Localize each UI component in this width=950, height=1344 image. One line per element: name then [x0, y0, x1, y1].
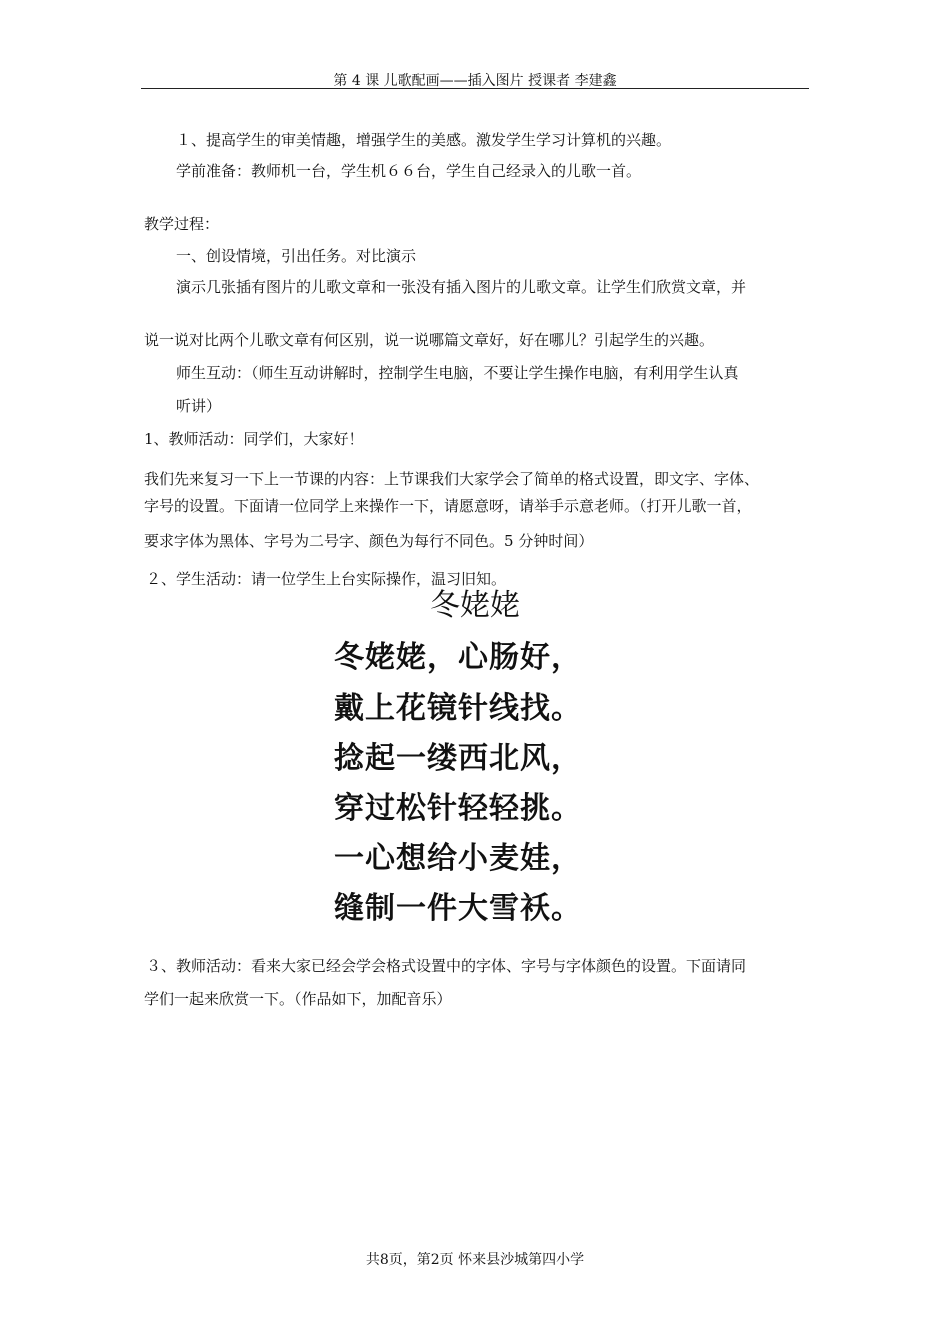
- interaction-paragraph-line-2: 听讲）: [176, 397, 222, 415]
- objective-paragraph: １、提高学生的审美情趣，增强学生的美感。激发学生学习计算机的兴趣。: [176, 131, 672, 149]
- poem-line: 捻起一缕西北风，: [334, 741, 582, 776]
- review-paragraph-line-3: 要求字体为黑体、字号为二号字、颜色为每行不同色。5 分钟时间）: [144, 532, 594, 550]
- step-one-heading: 一、创设情境，引出任务。对比演示: [176, 247, 417, 265]
- demo-paragraph-line-2: 说一说对比两个儿歌文章有何区别，说一说哪篇文章好，好在哪儿？引起学生的兴趣。: [144, 331, 715, 349]
- demo-paragraph-line-1: 演示几张插有图片的儿歌文章和一张没有插入图片的儿歌文章。让学生们欣赏文章，并: [176, 278, 747, 296]
- teacher-activity-3-line-2: 学们一起来欣赏一下。（作品如下，加配音乐）: [144, 990, 452, 1008]
- process-heading: 教学过程：: [144, 215, 220, 233]
- teacher-activity-1: 1、教师活动：同学们，大家好！: [144, 430, 364, 448]
- review-paragraph-line-2: 字号的设置。下面请一位同学上来操作一下，请愿意呀，请举手示意老师。（打开儿歌一首，: [144, 497, 752, 515]
- preparation-paragraph: 学前准备：教师机一台，学生机６６台，学生自己经录入的儿歌一首。: [176, 162, 642, 180]
- poem-line: 冬姥姥，心肠好，: [334, 640, 582, 675]
- page-header: 第 4 课 儿歌配画——插入图片 授课者 李建鑫: [333, 73, 617, 89]
- poem-line: 戴上花镜针线找。: [334, 691, 582, 726]
- student-activity-2: ２、学生活动：请一位学生上台实际操作，温习旧知。: [146, 570, 507, 588]
- review-paragraph-line-1: 我们先来复习一下上一节课的内容：上节课我们大家学会了简单的格式设置，即文字、字体、: [144, 470, 760, 488]
- poem-line: 穿过松针轻轻挑。: [334, 791, 582, 826]
- poem-line: 缝制一件大雪袄。: [334, 891, 582, 926]
- page-footer: 共8页，第2页 怀来县沙城第四小学: [365, 1252, 585, 1268]
- interaction-paragraph-line-1: 师生互动：（师生互动讲解时，控制学生电脑，不要让学生操作电脑，有利用学生认真: [176, 364, 739, 382]
- teacher-activity-3-line-1: ３、教师活动：看来大家已经会学会格式设置中的字体、字号与字体颜色的设置。下面请同: [146, 957, 747, 975]
- poem-line: 一心想给小麦娃，: [334, 841, 582, 876]
- header-divider: [141, 88, 809, 89]
- poem-title: 冬姥姥: [430, 588, 520, 623]
